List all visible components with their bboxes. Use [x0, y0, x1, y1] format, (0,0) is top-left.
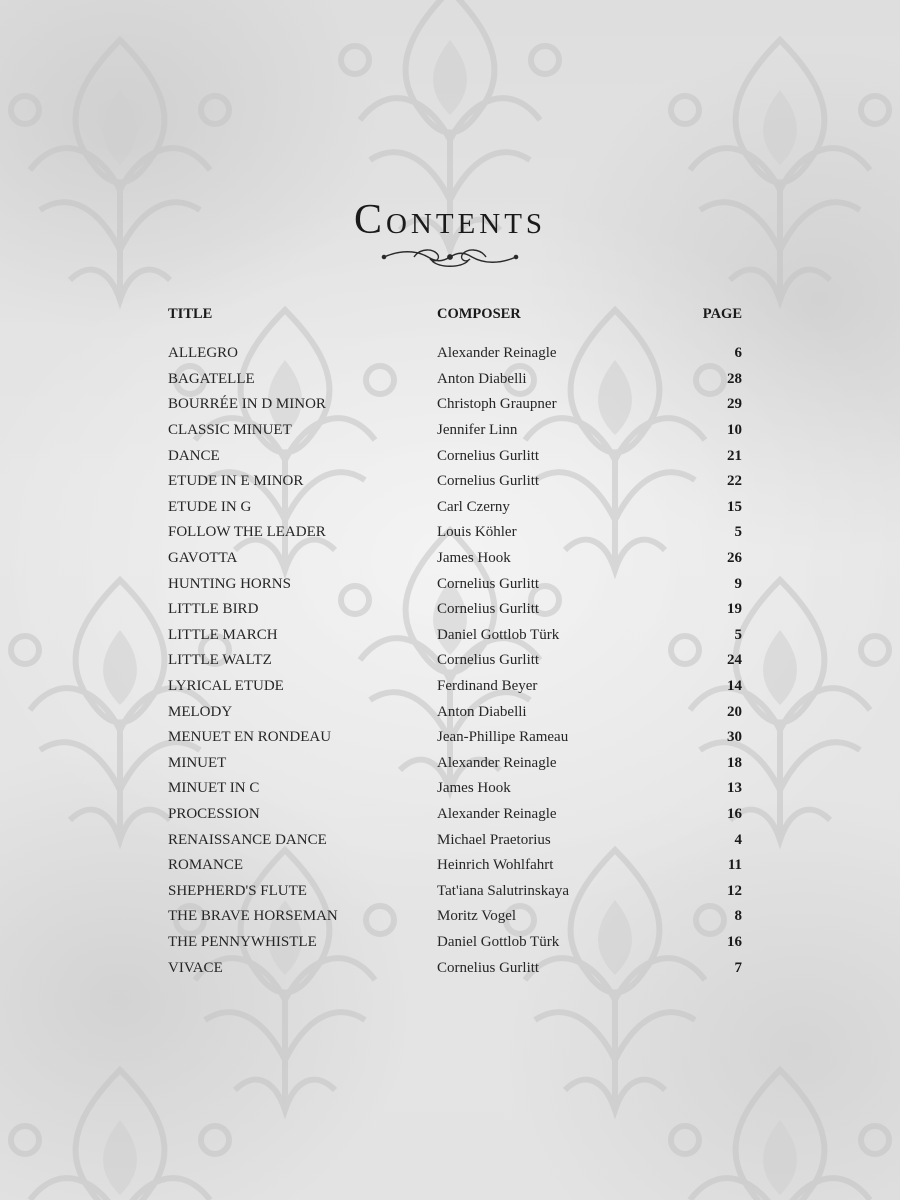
entry-page: 28 [727, 370, 742, 387]
table-row [168, 495, 742, 521]
entry-composer: Louis Köhler [437, 524, 517, 541]
entry-composer: Cornelius Gurlitt [437, 652, 540, 669]
page-title: Contents [353, 197, 547, 243]
entry-composer: Tat'iana Salutrinskaya [437, 882, 570, 899]
entry-page: 6 [734, 345, 742, 362]
entry-composer: Michael Praetorius [437, 831, 551, 848]
entry-title: LYRICAL ETUDE [168, 678, 284, 695]
table-row [168, 341, 742, 367]
column-header-composer: COMPOSER [437, 306, 521, 322]
entry-composer: Cornelius Gurlitt [437, 601, 540, 618]
table-row [168, 802, 742, 828]
entry-page: 15 [727, 498, 742, 515]
entry-composer: Ferdinand Beyer [437, 678, 538, 695]
entry-page: 21 [727, 447, 742, 464]
entry-page: 16 [727, 805, 742, 822]
entry-title: LITTLE BIRD [168, 601, 259, 618]
entry-page: 10 [727, 422, 742, 439]
entry-page: 5 [734, 626, 742, 643]
table-row [168, 751, 742, 777]
entry-page: 13 [727, 780, 742, 797]
table-row [168, 699, 742, 725]
entry-page: 30 [727, 729, 742, 746]
entry-title: LITTLE WALTZ [168, 652, 272, 669]
entry-composer: Jennifer Linn [437, 422, 518, 439]
entry-page: 29 [727, 396, 742, 413]
contents-table [168, 306, 742, 981]
entry-title: VIVACE [168, 959, 223, 976]
entry-composer: Daniel Gottlob Türk [437, 626, 560, 643]
entry-page: 11 [727, 857, 742, 874]
entry-composer: Jean-Phillipe Rameau [437, 729, 569, 746]
entry-page: 19 [727, 601, 742, 618]
table-row [168, 955, 742, 981]
entry-composer: Moritz Vogel [437, 908, 517, 925]
table-row [168, 725, 742, 751]
entry-title: THE PENNYWHISTLE [168, 933, 317, 950]
table-row [168, 776, 742, 802]
entry-title: DANCE [168, 447, 220, 464]
entry-title: ROMANCE [168, 857, 244, 874]
entry-title: ETUDE IN E MINOR [168, 473, 304, 490]
table-row [168, 367, 742, 393]
entry-composer: Alexander Reinagle [437, 805, 557, 822]
entry-page: 14 [727, 678, 742, 695]
entry-page: 5 [734, 524, 742, 541]
entry-page: 9 [734, 575, 742, 592]
entry-title: MENUET EN RONDEAU [168, 729, 332, 746]
entry-composer: Cornelius Gurlitt [437, 447, 540, 464]
entry-title: PROCESSION [168, 805, 260, 822]
entry-composer: Christoph Graupner [437, 396, 557, 413]
entry-title: CLASSIC MINUET [168, 422, 292, 439]
entry-title: HUNTING HORNS [168, 575, 291, 592]
entry-composer: Alexander Reinagle [437, 345, 557, 362]
table-row [168, 571, 742, 597]
entry-title: MINUET IN C [168, 780, 260, 797]
table-row [168, 904, 742, 930]
column-header-title: TITLE [168, 306, 213, 322]
entry-page: 18 [727, 754, 742, 771]
table-row [168, 546, 742, 572]
entry-title: MINUET [168, 754, 227, 771]
table-row [168, 623, 742, 649]
entry-title: SHEPHERD'S FLUTE [168, 882, 307, 899]
entry-composer: Carl Czerny [437, 498, 510, 515]
table-row [168, 648, 742, 674]
contents-header-row [168, 306, 742, 341]
entry-page: 7 [734, 959, 742, 976]
entry-composer: Heinrich Wohlfahrt [437, 857, 554, 874]
entry-composer: Cornelius Gurlitt [437, 473, 540, 490]
table-row [168, 443, 742, 469]
table-row [168, 674, 742, 700]
flourish-ornament-icon [380, 244, 520, 270]
entry-title: ALLEGRO [168, 345, 238, 362]
table-row [168, 878, 742, 904]
table-row [168, 853, 742, 879]
entry-title: BAGATELLE [168, 370, 255, 387]
entry-title: MELODY [168, 703, 233, 720]
entry-composer: Alexander Reinagle [437, 754, 557, 771]
entry-page: 8 [734, 908, 742, 925]
entry-page: 4 [734, 831, 742, 848]
entry-composer: James Hook [437, 550, 511, 567]
entry-page: 20 [727, 703, 742, 720]
entry-title: LITTLE MARCH [168, 626, 278, 643]
table-row [168, 827, 742, 853]
entry-page: 24 [727, 652, 742, 669]
entry-page: 22 [727, 473, 742, 490]
entry-title: RENAISSANCE DANCE [168, 831, 327, 848]
entry-composer: Cornelius Gurlitt [437, 575, 540, 592]
entry-composer: Anton Diabelli [437, 370, 527, 387]
entry-title: THE BRAVE HORSEMAN [168, 908, 338, 925]
entry-title: BOURRÉE IN D MINOR [168, 396, 326, 413]
entry-composer: Anton Diabelli [437, 703, 527, 720]
table-row [168, 597, 742, 623]
entry-composer: Daniel Gottlob Türk [437, 933, 560, 950]
entry-page: 16 [727, 933, 742, 950]
entry-composer: Cornelius Gurlitt [437, 959, 540, 976]
entry-page: 26 [727, 550, 742, 567]
table-row [168, 520, 742, 546]
column-header-page: PAGE [702, 306, 742, 322]
table-row [168, 469, 742, 495]
entry-title: FOLLOW THE LEADER [168, 524, 326, 541]
entry-title: GAVOTTA [168, 550, 238, 567]
entry-title: ETUDE IN G [168, 498, 252, 515]
table-row [168, 930, 742, 956]
entry-page: 12 [727, 882, 742, 899]
table-row [168, 418, 742, 444]
entry-composer: James Hook [437, 780, 511, 797]
table-row [168, 392, 742, 418]
